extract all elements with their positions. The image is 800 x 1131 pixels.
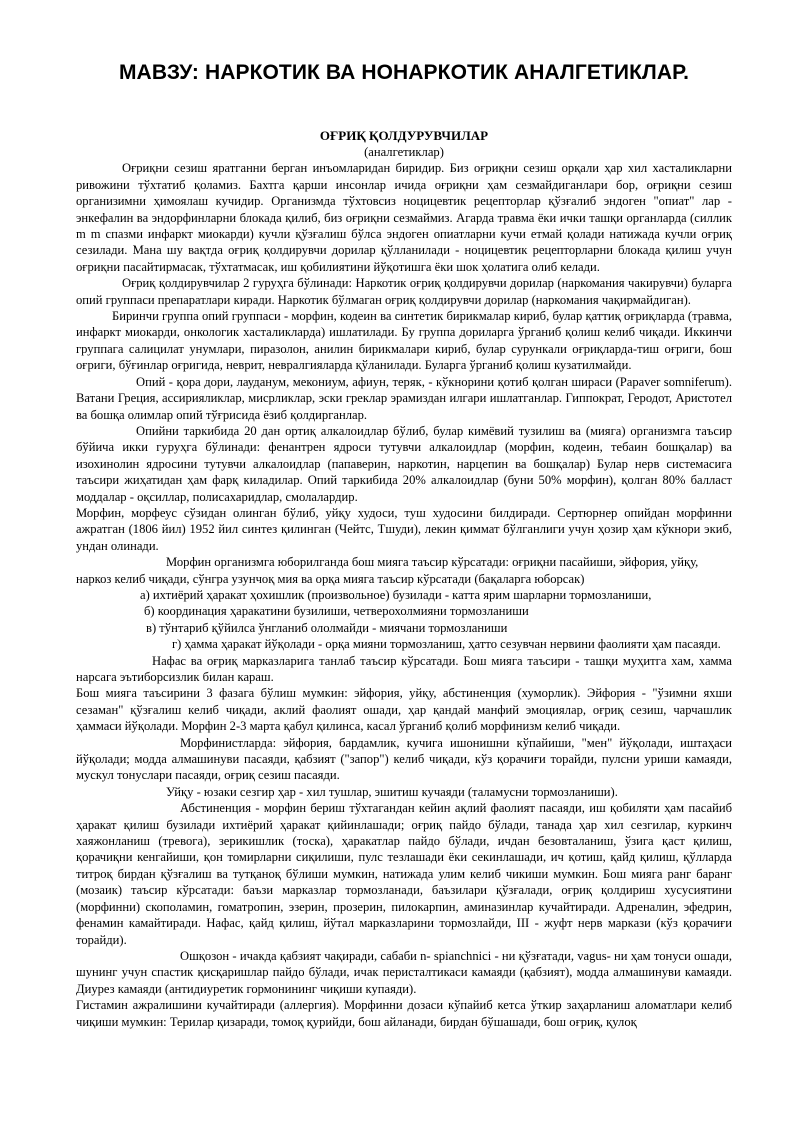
paragraph-histamine: Гистамин ажралишини кучайтиради (аллергия). Морфинни дозаси кўпайиб кетса ўткир заҳарланиш аломатлари келиб чиқиши мумкин: Терилар қизаради, томоқ қурийди, бош айланади, бирдан бўшашади, бош оғриқ, қулоқ xyxy=(76,998,732,1029)
paragraph-groups: Оғриқ қолдирувчилар 2 гуруҳга бўлинади: Наркотик оғриқ қолдирувчи дорилар (наркомания чакирувчи) буларга опий группаси препаратлари киради. Наркотик бўлмаган оғриқ қолдирувчи дорилар (наркомания чақирмайдиган). xyxy=(76,276,732,307)
paragraph-opium-alkaloids: Опийни таркибида 20 дан ортиқ алкалоидлар бўлиб, булар кимёвий тузилиш ва (мияга) организмга таъсир бўйича икки гуруҳга бўлинади: фенантрен ядроси тутувчи алкалоидлар (морфин, кодеин, тебаин бошқалар) ва изохинолин ядросини тутувчи алкалоидлар (папаверин, наркотин, нарцепин ва бошқалар) Булар нерв системасига таъсири жиҳатидан ҳам фарқ киладилар. Опий таркибида 20% алкалоидлар (буни 50% морфин), қолган 80% балласт моддалар - оқсиллар, полисахаридлар, смолалардир. xyxy=(76,423,732,504)
paragraph-pain-intro: Оғриқни сезиш яратганни берган инъомларидан биридир. Биз оғриқни сезиш орқали ҳар хил хасталикларни ривожини тўхтатиб қоламиз. Бахтга қарши инсонлар ичида оғриқни ҳам сезмайдиганлари бор, оғриқни сезиш организимни ҳимоялаш кучидир. Организмда тўхтовсиз ноцицевтик рецепторлар қўзғалиб эндоген "опиат" лар - энкефалин ва эндорфинларни блокада қилиб, биз оғриқни сезмаймиз. Агарда травма ёки ички ташқи органларда (силлик m m спазми инфаркт миокарди) кучли қўзғалиш бўлса эндоген опиатларни кучи етмай қолади натижада кучли оғриқ сезилади. Мана шу вақтда оғриқ қолдирувчи дорилар қўлланилади - ноцицевтик рецепторларни блокада қилиш учун оғриқни пасайтирмасак, тўхтатмасак, иш қобилиятини йўқотишга ёки шок ҳолатига олиб келади. xyxy=(76,161,732,274)
paragraph-stomach: Ошқозон - ичакда қабзият чақиради, сабаби n- spianchnici - ни қўзғатади, vagus- ни ҳам тонуси ошади, шунинг учун спастик қисқаришлар пайдо бўлади, ичак перисталтикаси камаяди (қабзият), модда алмашинуви камаяди. Диурез камаяди (антидиуретик гормонининг чиқиши купаяди). xyxy=(76,948,732,996)
section-title: ОҒРИҚ ҚОЛДУРУВЧИЛАР xyxy=(319,128,489,143)
paragraph-sleep: Уйқу - юзаки сезгир ҳар - хил тушлар, эшитиш кучаяди (таламусни тормозланиши). xyxy=(166,784,618,799)
paragraph-opium: Опий - қора дори, лауданум, мекониум, афиун, теряк, - кўкнорини қотиб қолган шираси (Papaver somniferum). Ватани Греция, ассирияликлар, мисрликлар, эски греклар эрамиздан илгари ишлатганлар. Гиппократ, Геродот, Аристотел ва бошқа олимлар опий тўғрисида ёзиб қолдирганлар. xyxy=(76,374,732,422)
list-item-a: а) ихтиёрий ҳаракат ҳохишлик (произвольное) бузилади - катта ярим шарларни тормозланиши, xyxy=(140,587,652,602)
paragraph-morphine-effects: Морфин организмга юборилганда бош мияга таъсир кўрсатади: оғриқни пасайиши, эйфория, уйқу, наркоз келиб чиқади, сўнгра узунчоқ мия ва орқа мияга таъсир кўрсатади (бақаларга юборсак) xyxy=(76,555,699,586)
list-item-b: б) координация ҳаракатини бузилиши, четверохолмияни тормозланиши xyxy=(144,604,529,619)
paragraph-morphine-origin: Морфин, морфеус сўзидан олинган бўлиб, уйқу худоси, туш худосини билдиради. Сертюрнер опийдан морфинни ажратган (1806 йил) 1952 йил синтез қилинган (Чейтс, Тшуди), лекин қиммат бўлганлиги учун ҳозир ҳам кўкнори экиб, ундан олинади. xyxy=(76,505,732,553)
paragraph-three-phases: Бош мияга таъсирини 3 фазага бўлиш мумкин: эйфория, уйқу, абстиненция (хуморлик). Эйфория - "ўзимни яхши сезаман" қўзғалиш келиб чиқади, аклий фаолият ошади, ҳар қандай манфий эмоциялар, оғриқ сезиш, чарчашлик ҳаммаси йўқолади. Морфин 2-3 марта қабул қилинса, касал ўрганиб қолиб морфинизм келиб чиқади. xyxy=(76,686,732,734)
section-subtitle: (аналгетиклар) xyxy=(364,145,444,159)
paragraph-respiration: Нафас ва оғриқ марказларига танлаб таъсир кўрсатади. Бош мияга таъсири - ташқи муҳитга хам, хамма нарсага эътиборсизлик билан караш. xyxy=(76,653,732,684)
paragraph-first-group: Биринчи группа опий группаси - морфин, кодеин ва синтетик бирикмалар кириб, булар қаттиқ оғриқларда (травма, инфаркт миокарди, онкологик хасталикларда) ишлатилади. Бу группа дориларга ўрганиб қолиш келиб чиқади. Иккинчи группага салицилат унумлари, пиразолон, анилин бирикмалари кириб, булар сурункали оғриқларда-тиш оғриги, бош оғриги, бўғинлар оғригида, неврит, невралгияларда қўланилади. Буларга ўрганиб қолиш кузатилмайди. xyxy=(76,309,732,373)
paragraph-abstinence: Абстиненция - морфин бериш тўхтагандан кейин ақлий фаолият пасаяди, иш қобиляти ҳам пасайиб ҳаракат қилиш бузилади ихтиёрий ҳаракат қийинлашади; оғриқ пайдо бўлади, танада ҳар хил сезгилар, куркинч хаяжонланиш (тревога), зерикишлик (тоска), ҳаракатлар пайдо бўлади, ичдан безовталаниш, ўзига қаст қилиш, қорачиқни кенгайиши, қон томирларни сиқилиши, пулс тезлашади ёки секинлашади, ич қотиш, қайд қилиш, қўлларда титроқ бирдан қўзғалиш ва тутқаноқ бўлиши мумкин, натижада улим келиб чикиши мумкин. Бош мияга ранг баранг (мозаик) таъсир кўрсатади: баъзи марказлар тормозланади, баъзилари қўзғалади, оғриқ қолдириш хусусиятини (морфинни) скополамин, гоматропин, эзерин, прозерин, пилокарпин, аминазинлар кучайтиради. Адреналин, эфедрин, фенамин камайтиради. Нафас, қайд қилиш, йўтал марказларини тормозлайди, III - жуфт нерв маркази (кўз қорачиғи торайди). xyxy=(76,801,732,947)
list-item-d: г) ҳамма ҳаракат йўқолади - орқа мияни тормозланиш, ҳатто сезувчан нервини фаолияти ҳам пасаяди. xyxy=(172,637,721,652)
paragraph-morphinists: Морфинистларда: эйфория, бардамлик, кучига ишонишни кўпайиши, "мен" йўқолади, иштаҳаси йўқолади; модда алмашинуви пасаяди, қабзият ("запор") келиб чиқади, кўз қорачиғи торайди, пулсни уриши камаяди, мускул тонуслари пасаяди, оғриқ сезиш пасаяди. xyxy=(76,735,732,783)
page-title: МАВЗУ: НАРКОТИК ВА НОНАРКОТИК АНАЛГЕТИКЛАР. xyxy=(118,61,690,84)
list-item-c: в) тўнтариб қўйилса ўнгланиб ололмайди - миячани тормозланиши xyxy=(146,620,508,635)
